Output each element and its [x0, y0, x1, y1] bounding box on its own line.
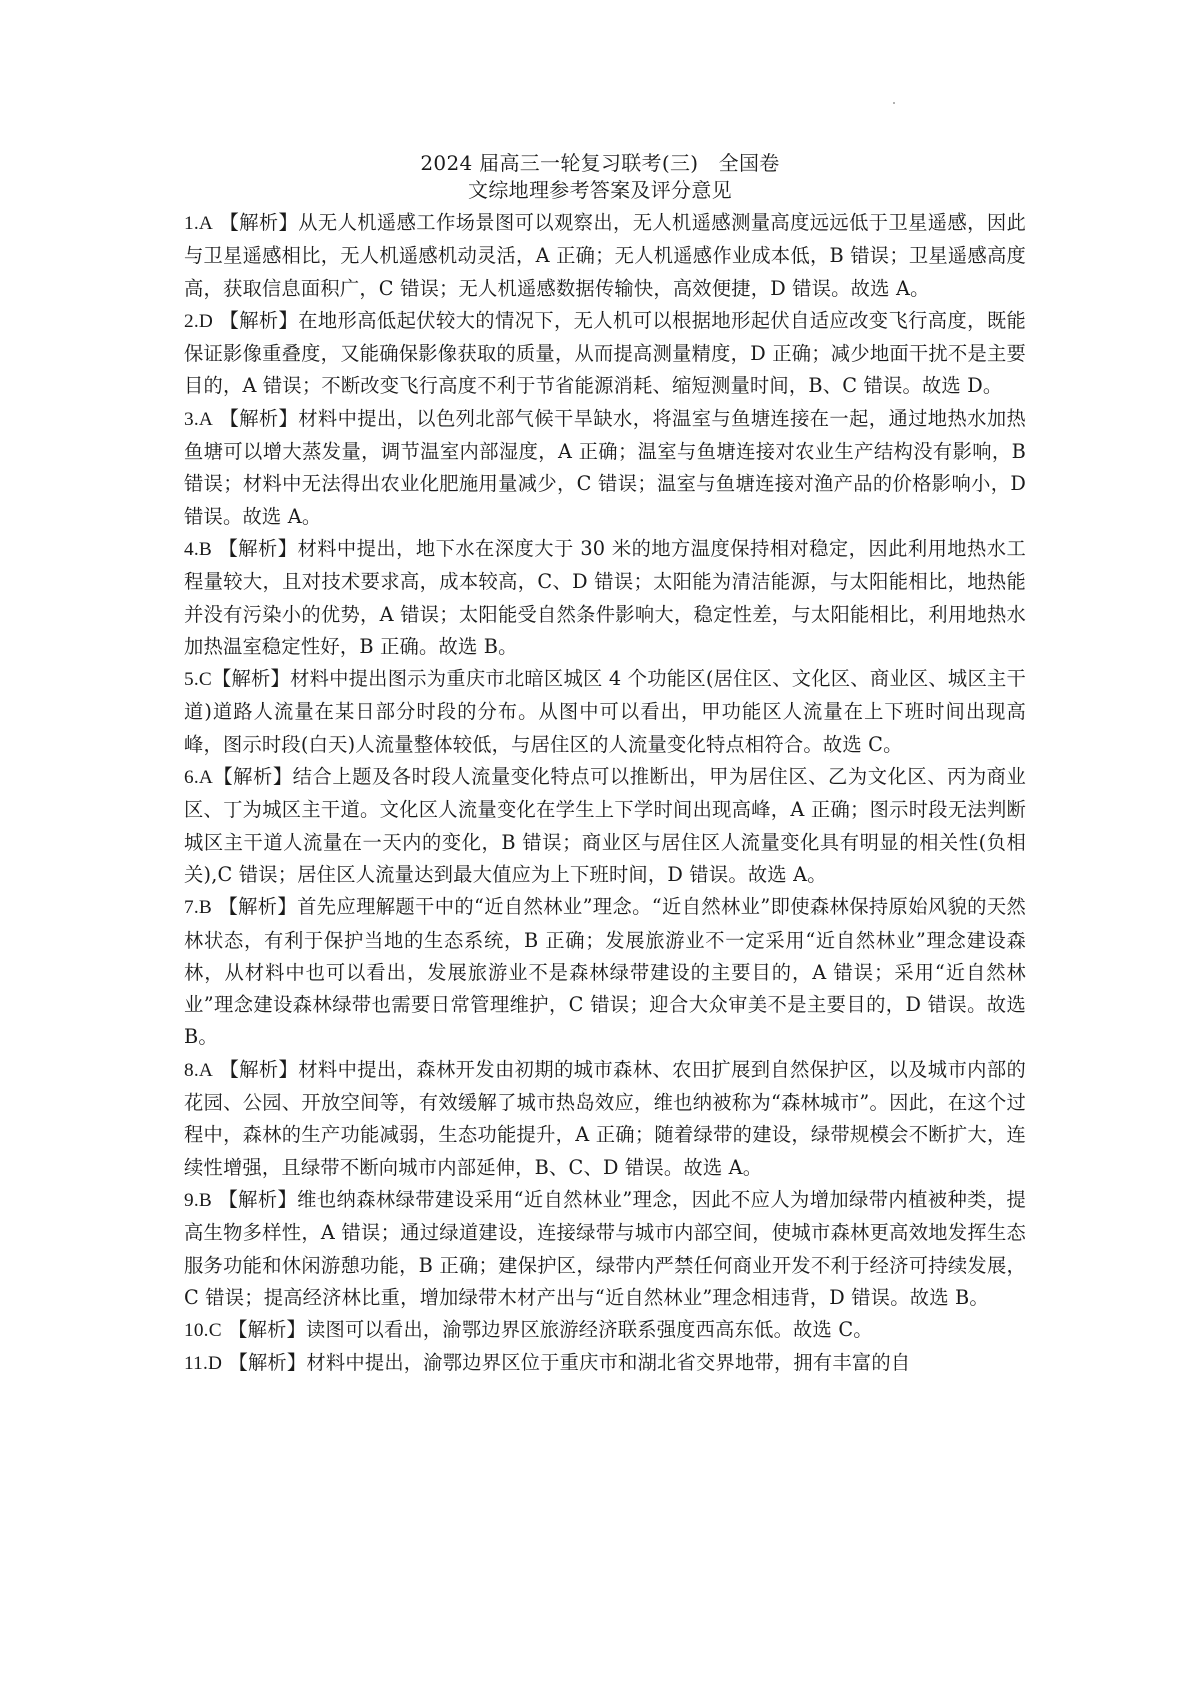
answer-number: 3.A	[184, 408, 213, 430]
answer-text: 【解析】材料中提出，以色列北部气候干旱缺水，将温室与鱼塘连接在一起，通过地热水加热鱼塘可以增大蒸发量，调节温室内部湿度，A 正确；温室与鱼塘连接对农业生产结构没有影响，B 错误；材料中无法得出农业化肥施用量减少，C 错误；温室与鱼塘连接对渔产品的价格影响小，D 错误。故选 A。	[184, 406, 1026, 528]
answer-number: 4.B	[184, 538, 212, 560]
answer-text: 【解析】材料中提出图示为重庆市北暗区城区 4 个功能区(居住区、文化区、商业区、城区主干道)道路人流量在某日部分时段的分布。从图中可以看出，甲功能区人流量在上下班时间出现高峰，图示时段(白天)人流量整体较低，与居住区的人流量变化特点相符合。故选 C。	[184, 667, 1026, 756]
answer-item-5	[184, 663, 1026, 761]
answer-text: 【解析】材料中提出，渝鄂边界区位于重庆市和湖北省交界地带，拥有丰富的自	[228, 1351, 911, 1375]
answer-item-4	[184, 533, 1026, 663]
answer-number: 5.C	[184, 669, 212, 691]
answer-number: 8.A	[184, 1059, 213, 1081]
document-title: 2024 届高三一轮复习联考(三) 全国卷	[420, 151, 780, 175]
answer-text: 【解析】结合上题及各时段人流量变化特点可以推断出，甲为居住区、乙为文化区、丙为商业区、丁为城区主干道。文化区人流量变化在学生上下学时间出现高峰，A 正确；图示时段无法判断城区主干道人流量在一天内的变化，B 错误；商业区与居住区人流量变化具有明显的相关性(负相关),C 错误；居住区人流量达到最大值应为上下班时间，D 错误。故选 A。	[184, 765, 1026, 886]
answer-list	[184, 207, 1026, 1381]
document-subtitle: 文综地理参考答案及评分意见	[468, 178, 732, 202]
answer-number: 7.B	[184, 897, 212, 919]
answer-text: 【解析】材料中提出，地下水在深度大于 30 米的地方温度保持相对稳定，因此利用地热水工程量较大，且对技术要求高，成本较高，C、D 错误；太阳能为清洁能源，与太阳能相比，地热能并没有污染小的优势，A 错误；太阳能受自然条件影响大，稳定性差，与太阳能相比，利用地热水加热温室稳定性好，B 正确。故选 B。	[184, 536, 1026, 658]
answer-item-9	[184, 1184, 1026, 1314]
answer-text: 【解析】首先应理解题干中的“近自然林业”理念。“近自然林业”即使森林保持原始风貌的天然林状态，有利于保护当地的生态系统，B 正确；发展旅游业不一定采用“近自然林业”理念建设森林，从材料中也可以看出，发展旅游业不是森林绿带建设的主要目的，A 错误；采用“近自然林业”理念建设森林绿带也需要日常管理维护，C 错误；迎合大众审美不是主要目的，D 错误。故选 B。	[184, 895, 1026, 1049]
answer-item-8	[184, 1054, 1026, 1184]
answer-number: 2.D	[184, 310, 213, 332]
answer-item-1	[184, 207, 1026, 305]
answer-item-2	[184, 305, 1026, 403]
answer-number: 10.C	[184, 1320, 222, 1342]
answer-number: 1.A	[184, 213, 213, 234]
answer-text: 【解析】在地形高低起伏较大的情况下，无人机可以根据地形起伏自适应改变飞行高度，既能保证影像重叠度，又能确保影像获取的质量，从而提高测量精度，D 正确；减少地面干扰不是主要目的，A 错误；不断改变飞行高度不利于节省能源消耗、缩短测量时间，B、C 错误。故选 D。	[184, 308, 1026, 398]
answer-item-7	[184, 891, 1026, 1053]
answer-item-6	[184, 761, 1026, 891]
answer-text: 【解析】从无人机遥感工作场景图可以观察出，无人机遥感测量高度远远低于卫星遥感，因此与卫星遥感相比，无人机遥感机动灵活，A 正确；无人机遥感作业成本低，B 错误；卫星遥感高度高，获取信息面积广，C 错误；无人机遥感数据传输快，高效便捷，D 错误。故选 A。	[184, 211, 1026, 300]
answer-item-10	[184, 1314, 1026, 1347]
answer-number: 9.B	[184, 1189, 212, 1211]
answer-item-11	[184, 1347, 1026, 1380]
answer-number: 6.A	[184, 767, 213, 789]
answer-text: 【解析】材料中提出，森林开发由初期的城市森林、农田扩展到自然保护区，以及城市内部的花园、公园、开放空间等，有效缓解了城市热岛效应，维也纳被称为“森林城市”。因此，在这个过程中，森林的生产功能减弱，生态功能提升，A 正确；随着绿带的建设，绿带规模会不断扩大，连续性增强，且绿带不断向城市内部延伸，B、C、D 错误。故选 A。	[184, 1057, 1026, 1179]
answer-text: 【解析】读图可以看出，渝鄂边界区旅游经济联系强度西高东低。故选 C。	[228, 1318, 873, 1342]
answer-text: 【解析】维也纳森林绿带建设采用“近自然林业”理念，因此不应人为增加绿带内植被种类，提高生物多样性，A 错误；通过绿道建设，连接绿带与城市内部空间，使城市森林更高效地发挥生态服务功能和休闲游憩功能，B 正确；建保护区，绿带内严禁任何商业开发不利于经济可持续发展，C 错误；提高经济林比重，增加绿带木材产出与“近自然林业”理念相违背，D 错误。故选 B。	[184, 1187, 1026, 1309]
answer-number: 11.D	[184, 1353, 223, 1375]
answer-item-3	[184, 403, 1026, 533]
document-header	[0, 150, 1200, 204]
scan-speck	[893, 102, 895, 104]
